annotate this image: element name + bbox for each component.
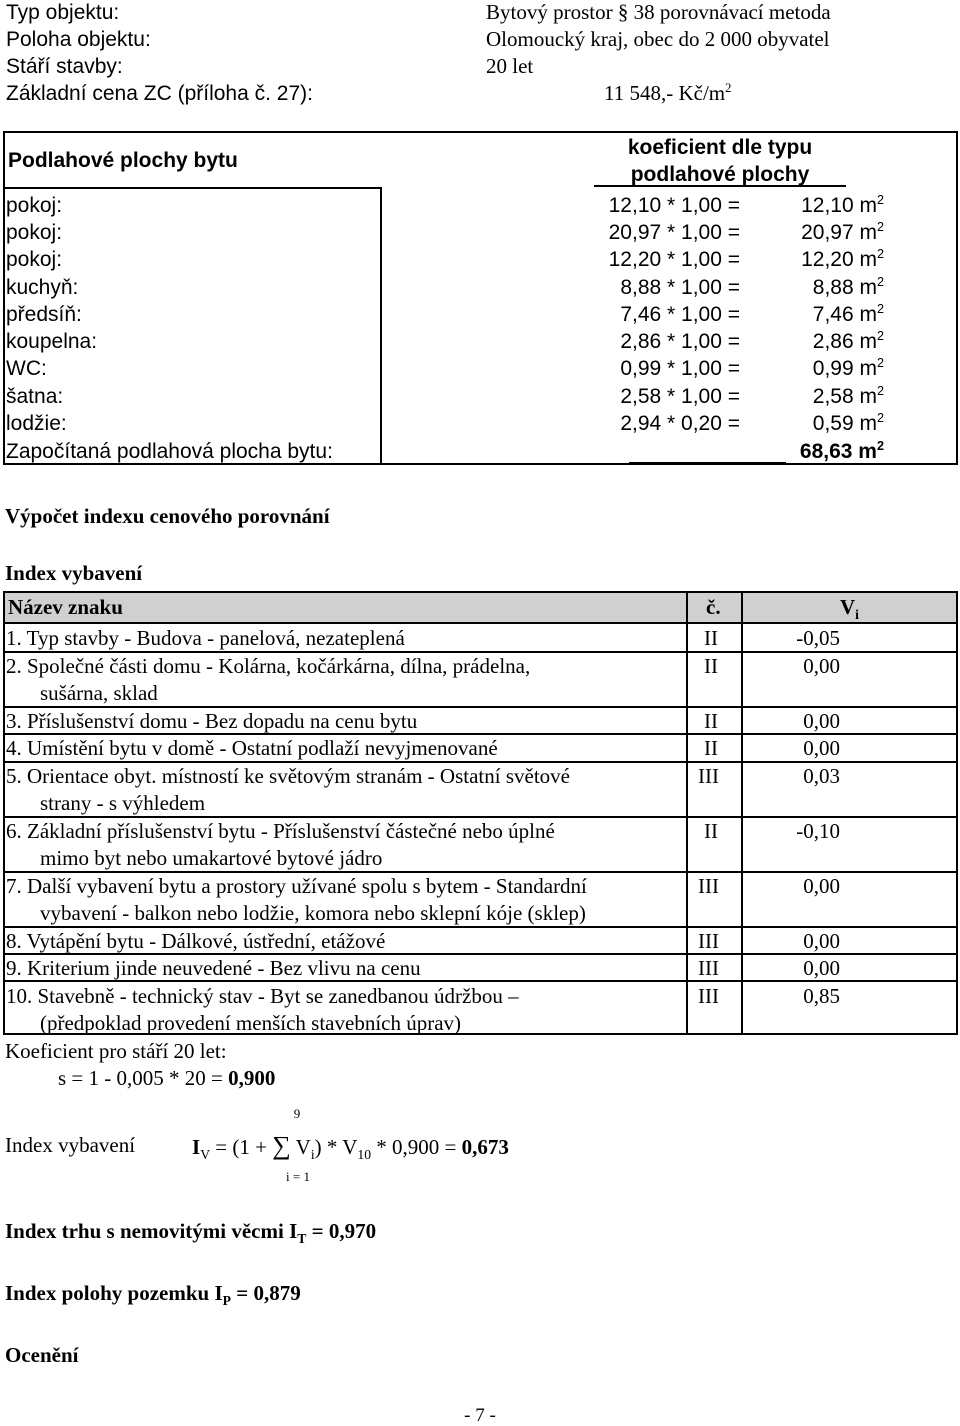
room-name: předsíň: bbox=[6, 303, 82, 326]
room-name: koupelna: bbox=[6, 330, 98, 353]
section-title: Výpočet indexu cenového porovnání bbox=[5, 504, 330, 528]
room-calc: 20,97 * 1,00 = bbox=[608, 221, 740, 244]
equip-line: 9. Kriterium jinde neuvedené - Bez vlivu na cenu bbox=[6, 956, 421, 980]
sum-icon: ∑ bbox=[272, 1131, 291, 1160]
iv-formula: $I_V = (1$ + ∑ $V_i) * V_{10} * 0,900 = 0,673$ bbox=[192, 1131, 509, 1163]
equip-v: 0,00 bbox=[803, 956, 840, 980]
equip-no: III bbox=[698, 929, 719, 953]
room-calc: 7,46 * 1,00 = bbox=[620, 303, 740, 326]
equip-v: 0,00 bbox=[803, 654, 840, 678]
equip-no: II bbox=[704, 626, 718, 650]
equip-line: 7. Další vybavení bytu a prostory užívané spolu s bytem - Standardní bbox=[6, 874, 587, 898]
market-index: Index trhu s nemovitými věcmi $I_T = 0,970$ bbox=[5, 1219, 377, 1247]
room-result: 0,99 $m^2$ bbox=[812, 356, 884, 380]
room-calc: 2,86 * 1,00 = bbox=[620, 330, 740, 353]
equip-line2: vybavení - balkon nebo lodžie, komora nebo sklepní kóje (sklep) bbox=[40, 901, 586, 925]
room-result: 0,59 $m^2$ bbox=[812, 411, 884, 435]
room-calc: 2,58 * 1,00 = bbox=[620, 385, 740, 408]
total-value: 68,63 $m^2$ bbox=[799, 439, 884, 463]
room-result: 2,58 $m^2$ bbox=[812, 384, 884, 408]
room-result: 12,10 $m^2$ bbox=[801, 193, 884, 217]
base-price: 11 548,- $Kč/m^2$ bbox=[604, 81, 732, 105]
equip-line: 8. Vytápění bytu - Dálkové, ústřední, etážové bbox=[6, 929, 386, 953]
col-name-header: Název znaku bbox=[8, 595, 123, 619]
equip-no: II bbox=[704, 709, 718, 733]
coef-header-1: koeficient dle typu bbox=[627, 136, 813, 159]
header-label: Základní cena ZC (příloha č. 27): bbox=[6, 82, 313, 105]
room-name: šatna: bbox=[6, 385, 64, 408]
age-formula: s = 1 - 0,005 * 20 = 0,900 bbox=[58, 1066, 276, 1090]
room-calc: 2,94 * 0,20 = bbox=[620, 412, 740, 435]
total-label: Započítaná podlahová plocha bytu: bbox=[6, 440, 333, 463]
header-value-type: Bytový prostor § 38 porovnávací metoda bbox=[486, 0, 831, 24]
sum-upper: 9 bbox=[293, 1106, 301, 1121]
equip-line: 3. Příslušenství domu - Bez dopadu na cenu bytu bbox=[6, 709, 418, 733]
col-no-header: č. bbox=[706, 595, 721, 619]
equip-line2: strany - s výhledem bbox=[40, 791, 206, 815]
equip-line: 1. Typ stavby - Budova - panelová, nezateplená bbox=[6, 626, 405, 650]
equip-v: 0,03 bbox=[803, 764, 840, 788]
index-subtitle: Index vybavení bbox=[5, 561, 143, 585]
room-calc: 12,20 * 1,00 = bbox=[608, 248, 740, 271]
equip-line: 5. Orientace obyt. místností ke světovým stranám - Ostatní světové bbox=[6, 764, 570, 788]
room-result: 12,20 $m^2$ bbox=[801, 247, 884, 271]
equip-line: 10. Stavebně - technický stav - Byt se zanedbanou údržbou – bbox=[6, 984, 519, 1008]
room-name: lodžie: bbox=[6, 412, 67, 435]
equip-v: 0,00 bbox=[803, 929, 840, 953]
room-result: 20,97 $m^2$ bbox=[801, 220, 884, 244]
equip-no: II bbox=[704, 654, 718, 678]
header-value-location: Olomoucký kraj, obec do 2 000 obyvatel bbox=[486, 27, 830, 51]
location-index: Index polohy pozemku $I_P = 0,879$ bbox=[5, 1281, 301, 1309]
floor-title: Podlahové plochy bytu bbox=[8, 149, 238, 172]
equip-line2: (předpoklad provedení menších stavebních úprav) bbox=[40, 1011, 462, 1035]
room-calc: 0,99 * 1,00 = bbox=[620, 357, 740, 380]
room-calc: 8,88 * 1,00 = bbox=[620, 276, 740, 299]
room-name: pokoj: bbox=[6, 248, 63, 271]
equip-v: -0,10 bbox=[796, 819, 840, 843]
iv-label: Index vybavení bbox=[5, 1133, 136, 1157]
room-name: kuchyň: bbox=[6, 276, 79, 299]
equip-v: 0,00 bbox=[803, 736, 840, 760]
col-v-header: $V_i$ bbox=[840, 595, 859, 623]
equip-v: -0,05 bbox=[796, 626, 840, 650]
sum-lower: i = 1 bbox=[286, 1169, 310, 1184]
room-calc: 12,10 * 1,00 = bbox=[608, 194, 740, 217]
equip-v: 0,85 bbox=[803, 984, 840, 1008]
room-name: pokoj: bbox=[6, 221, 63, 244]
equip-no: III bbox=[698, 984, 719, 1008]
header-value-age: 20 let bbox=[486, 54, 534, 78]
equip-line: 4. Umístění bytu v domě - Ostatní podlaží nevyjmenované bbox=[6, 736, 498, 760]
room-name: pokoj: bbox=[6, 194, 63, 217]
header-label: Poloha objektu: bbox=[6, 28, 151, 51]
room-name: WC: bbox=[6, 357, 47, 380]
equip-line: 2. Společné části domu - Kolárna, kočárkárna, dílna, prádelna, bbox=[6, 654, 531, 678]
equip-v: 0,00 bbox=[803, 709, 840, 733]
valuation-title: Ocenění bbox=[5, 1343, 79, 1367]
page-number: - 7 - bbox=[464, 1405, 496, 1426]
equip-no: III bbox=[698, 956, 719, 980]
equip-line2: sušárna, sklad bbox=[40, 681, 158, 705]
header-label: Typ objektu: bbox=[6, 1, 120, 24]
coef-header-2: podlahové plochy bbox=[630, 163, 810, 186]
equip-no: III bbox=[698, 764, 719, 788]
equip-no: II bbox=[704, 819, 718, 843]
equip-line: 6. Základní příslušenství bytu - Příslušenství částečné nebo úplné bbox=[6, 819, 555, 843]
equip-no: III bbox=[698, 874, 719, 898]
header-label: Stáří stavby: bbox=[6, 55, 123, 78]
equip-no: II bbox=[704, 736, 718, 760]
room-result: 2,86 $m^2$ bbox=[812, 329, 884, 353]
age-label: Koeficient pro stáří 20 let: bbox=[5, 1039, 227, 1063]
equip-line2: mimo byt nebo umakartové bytové jádro bbox=[40, 846, 383, 870]
room-result: 8,88 $m^2$ bbox=[812, 275, 884, 299]
equip-v: 0,00 bbox=[803, 874, 840, 898]
room-result: 7,46 $m^2$ bbox=[812, 302, 884, 326]
